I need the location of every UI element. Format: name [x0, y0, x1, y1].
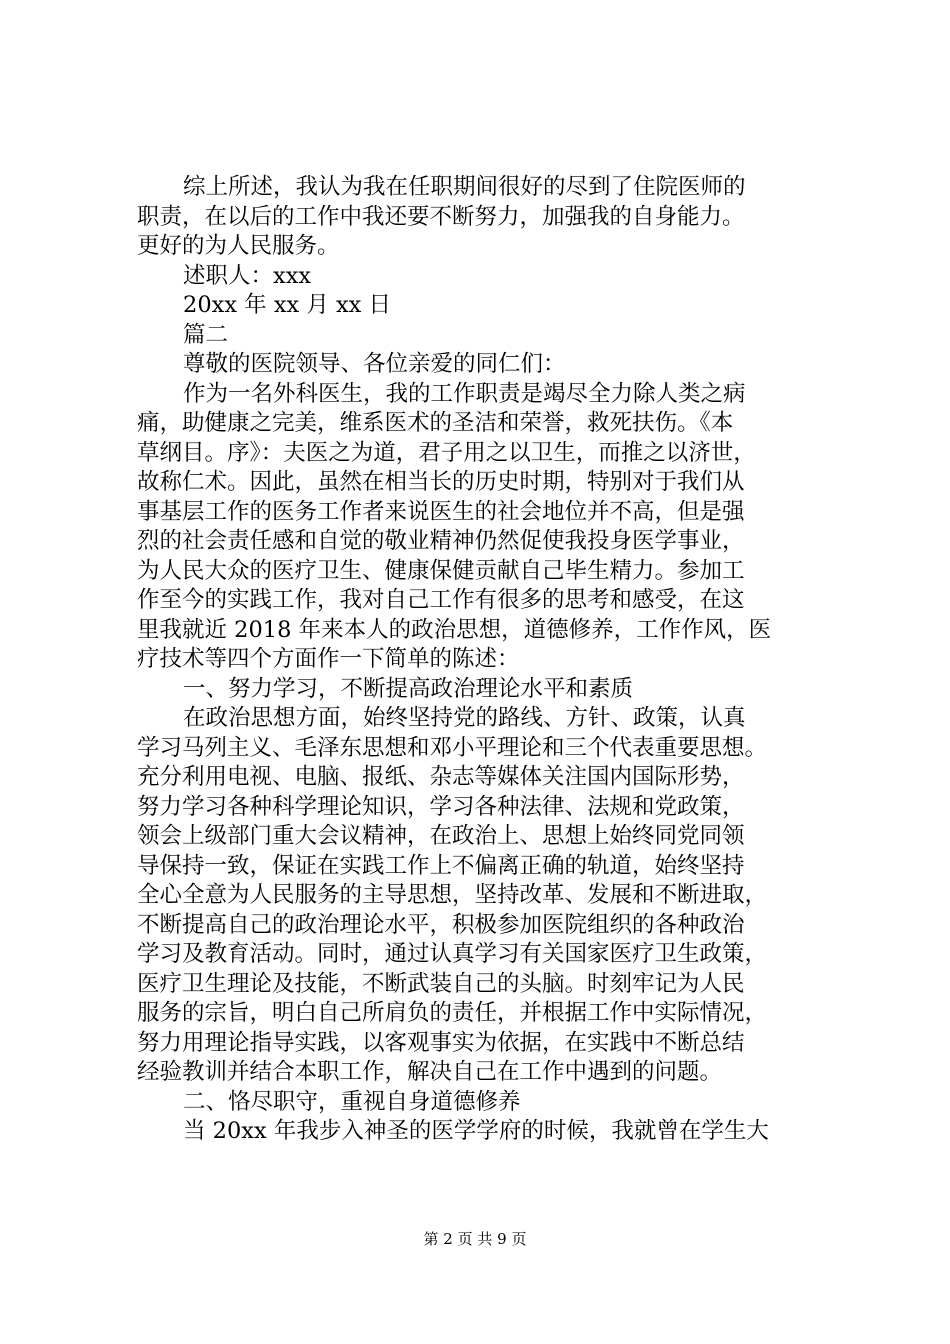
text-line: 一、努力学习，不断提高政治理论水平和素质	[183, 675, 634, 702]
text-line: 更好的为人民服务。	[137, 233, 340, 259]
text-line: 导保持一致，保证在实践工作上不偏离正确的轨道，始终坚持	[137, 852, 745, 879]
text-line: 经验教训并结合本职工作，解决自己在工作中遇到的问题。	[137, 1059, 723, 1085]
text-line: 学习及教育活动。同时，通过认真学习有关国家医疗卫生政策，	[137, 941, 768, 967]
text-line: 服务的宗旨，明白自己所肩负的责任，并根据工作中实际情况，	[137, 1000, 768, 1026]
document-body	[137, 173, 837, 1147]
text-line: 医疗卫生理论及技能，不断武装自己的头脑。时刻牢记为人民	[137, 970, 745, 997]
text-line: 在政治思想方面，始终坚持党的路线、方针、政策，认真	[183, 705, 746, 731]
text-line: 里我就近 2018 年来本人的政治思想，道德修养，工作作风，医	[137, 616, 772, 643]
text-line: 痛，助健康之完美，维系医术的圣洁和荣誉，救死扶伤。《本	[137, 410, 734, 436]
text-line: 二、恪尽职守，重视自身道德修养	[183, 1088, 521, 1115]
text-line: 草纲目。序》：夫医之为道，君子用之以卫生，而推之以济世，	[137, 439, 756, 466]
text-line: 作至今的实践工作，我对自己工作有很多的思考和感受，在这	[137, 587, 745, 613]
text-line: 全心全意为人民服务的主导思想，坚持改革、发展和不断进取，	[137, 882, 768, 908]
text-line: 故称仁术。因此，虽然在相当长的历史时期，特别对于我们从	[137, 469, 745, 495]
text-line: 学习马列主义、毛泽东思想和邓小平理论和三个代表重要思想。	[137, 734, 768, 761]
text-line: 事基层工作的医务工作者来说医生的社会地位并不高，但是强	[137, 498, 745, 525]
text-line: 述职人：xxx	[183, 262, 312, 289]
text-line: 作为一名外科医生，我的工作职责是竭尽全力除人类之病	[183, 380, 746, 407]
text-line: 20xx 年 xx 月 xx 日	[183, 292, 392, 318]
text-line: 疗技术等四个方面作一下简单的陈述：	[137, 646, 520, 672]
text-line: 当 20xx 年我步入神圣的医学学府的时候，我就曾在学生大	[183, 1118, 769, 1144]
text-line: 领会上级部门重大会议精神，在政治上、思想上始终同党同领	[137, 823, 745, 849]
text-line: 努力学习各种科学理论知识，学习各种法律、法规和党政策，	[137, 793, 745, 820]
text-line: 综上所述，我认为我在任职期间很好的尽到了住院医师的	[183, 174, 746, 200]
text-line: 充分利用电视、电脑、报纸、杂志等媒体关注国内国际形势，	[137, 764, 745, 790]
text-line: 为人民大众的医疗卫生、健康保健贡献自己毕生精力。参加工	[137, 557, 745, 584]
page-footer: 第 2 页 共 9 页	[423, 1230, 527, 1248]
text-line: 篇二	[183, 321, 229, 348]
text-line: 努力用理论指导实践，以客观事实为依据，在实践中不断总结	[137, 1029, 745, 1056]
text-line: 职责，在以后的工作中我还要不断努力，加强我的自身能力。	[137, 203, 745, 230]
text-line: 尊敬的医院领导、各位亲爱的同仁们：	[183, 351, 566, 377]
text-line: 烈的社会责任感和自觉的敬业精神仍然促使我投身医学事业，	[137, 528, 745, 554]
text-line: 不断提高自己的政治理论水平，积极参加医院组织的各种政治	[137, 911, 745, 938]
